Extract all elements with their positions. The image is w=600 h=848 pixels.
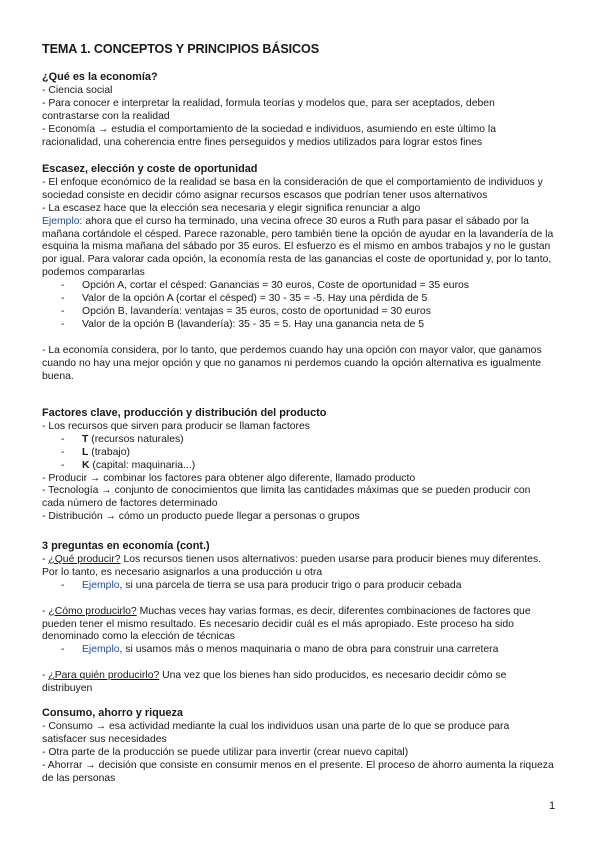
options-list bbox=[42, 280, 554, 332]
factors-list bbox=[42, 434, 554, 473]
example-label: Ejemplo bbox=[82, 579, 120, 591]
text-line: - Los recursos que sirven para producir se llaman factores bbox=[42, 420, 310, 432]
question-label: ¿Para quién producirlo? bbox=[48, 670, 160, 682]
factor-desc: (capital: maquinaria...) bbox=[89, 459, 196, 471]
question-paragraph bbox=[42, 554, 554, 580]
section-que-es-economia bbox=[42, 71, 554, 149]
section-heading: Factores clave, producción y distribución del producto bbox=[42, 407, 327, 419]
section-factores bbox=[42, 407, 554, 524]
list-item: - Valor de la opción A (cortar el césped) = 30 - 35 = -5. Hay una pérdida de 5 bbox=[82, 293, 554, 306]
example-paragraph bbox=[42, 216, 554, 281]
question-text: Una vez que los bienes han sido producidos, es necesario decidir cómo se distribuyen bbox=[42, 670, 507, 695]
text-line: - Producir → combinar los factores para obtener algo diferente, llamado producto bbox=[42, 472, 416, 484]
list-item: - Opción A, cortar el césped: Ganancias = 30 euros, Coste de oportunidad = 35 euros bbox=[82, 280, 554, 293]
factor-symbol: L bbox=[82, 446, 89, 458]
text-line: - La economía considera, por lo tanto, que perdemos cuando hay una opción con mayor valor, que ganamos cuando no hay una mejor opción y que no ganamos ni perdemos cuando la opción alternativa es igualmente buena. bbox=[42, 344, 542, 382]
question-text: Los recursos tienen usos alternativos: pueden usarse para producir bienes muy diferentes. Por lo tanto, es necesario asignarlos a una producción u otra bbox=[42, 553, 542, 578]
factor-desc: (recursos naturales) bbox=[88, 433, 184, 445]
question-label: ¿Qué producir? bbox=[48, 553, 121, 565]
section-heading: ¿Qué es la economía? bbox=[42, 71, 158, 83]
list-item bbox=[82, 580, 554, 593]
question-paragraph bbox=[42, 670, 554, 696]
text-line: - Para conocer e interpretar la realidad, formula teorías y modelos que, para ser aceptados, deben contrastarse con la realidad bbox=[42, 97, 495, 122]
text-line: - Consumo → esa actividad mediante la cual los individuos usan una parte de lo que se produce para satisfacer sus necesidades bbox=[42, 720, 510, 745]
example-text: , si una parcela de tierra se usa para producir trigo o para producir cebada bbox=[119, 579, 462, 591]
text-line: - Tecnología → conjunto de conocimientos que limita las cantidades máximas que se pueden producir con cada número de factores determinado bbox=[42, 485, 531, 510]
section-escasez bbox=[42, 163, 554, 384]
page-number: 1 bbox=[549, 800, 556, 812]
factor-symbol: T bbox=[82, 433, 89, 445]
text-line: - Ahorrar → decisión que consiste en consumir menos en el presente. El proceso de ahorro aumenta la riqueza de las personas bbox=[42, 759, 554, 784]
dash: - bbox=[42, 553, 49, 565]
text-line: - El enfoque económico de la realidad se basa en la consideración de que el comportamiento de individuos y sociedad consiste en decidir cómo asignar recursos escasos que podrían tener usos alternativos bbox=[42, 176, 543, 201]
section-tres-preguntas bbox=[42, 540, 554, 696]
section-heading: Escasez, elección y coste de oportunidad bbox=[42, 163, 258, 175]
list-item bbox=[82, 447, 554, 460]
list-item bbox=[82, 644, 554, 657]
list-item bbox=[82, 460, 554, 473]
text-line: - Otra parte de la producción se puede utilizar para invertir (crear nuevo capital) bbox=[42, 746, 409, 758]
list-item: - Opción B, lavandería: ventajas = 35 euros, costo de oportunidad = 30 euros bbox=[82, 306, 554, 319]
example-text: : ahora que el curso ha terminado, una vecina ofrece 30 euros a Ruth para pasar el sábado por la mañana cortándole el césped. Parece razonable, pero también tiene la opción de ayudar en la lavandería de la esquina la misma mañana del sábado por 35 euros. El esfuerzo es el mismo en ambos trabajos y no le gustan por igual. Para valorar cada opción, la economía resta de las ganancias el coste de oportunidad y, por lo tanto, podemos compararlas bbox=[42, 215, 554, 279]
dash: - bbox=[42, 605, 49, 617]
question-paragraph bbox=[42, 606, 554, 645]
section-consumo bbox=[42, 707, 554, 785]
section-heading: Consumo, ahorro y riqueza bbox=[42, 707, 183, 719]
page-title: TEMA 1. CONCEPTOS Y PRINCIPIOS BÁSICOS bbox=[42, 42, 320, 56]
list-item bbox=[82, 434, 554, 447]
example-list bbox=[42, 644, 554, 657]
text-line: - La escasez hace que la elección sea necesaria y elegir significa renunciar a algo bbox=[42, 202, 421, 214]
factor-desc: (trabajo) bbox=[88, 446, 130, 458]
question-text: Muchas veces hay varias formas, es decir, diferentes combinaciones de factores que pueden tener el mismo resultado. Es necesario decidir cuál es el más apropiado. Este proceso ha sido denominado como la elección de técnicas bbox=[42, 605, 531, 643]
text-line: - Ciencia social bbox=[42, 84, 113, 96]
dash: - bbox=[42, 670, 49, 682]
question-label: ¿Cómo producirlo? bbox=[48, 605, 137, 617]
example-text: , si usamos más o menos maquinaria o mano de obra para construir una carretera bbox=[119, 644, 499, 656]
factor-symbol: K bbox=[82, 459, 90, 471]
text-line: - Distribución → cómo un producto puede llegar a personas o grupos bbox=[42, 511, 360, 523]
text-line: - Economía → estudia el comportamiento de la sociedad e individuos, asumiendo en este último la racionalidad, una coherencia entre fines perseguidos y medios utilizados para lograr estos fines bbox=[42, 123, 496, 148]
example-label: Ejemplo bbox=[42, 215, 80, 227]
list-item: - Valor de la opción B (lavandería): 35 - 35 = 5. Hay una ganancia neta de 5 bbox=[82, 319, 554, 332]
section-heading: 3 preguntas en economía (cont.) bbox=[42, 540, 210, 552]
example-label: Ejemplo bbox=[82, 644, 120, 656]
example-list bbox=[42, 580, 554, 593]
